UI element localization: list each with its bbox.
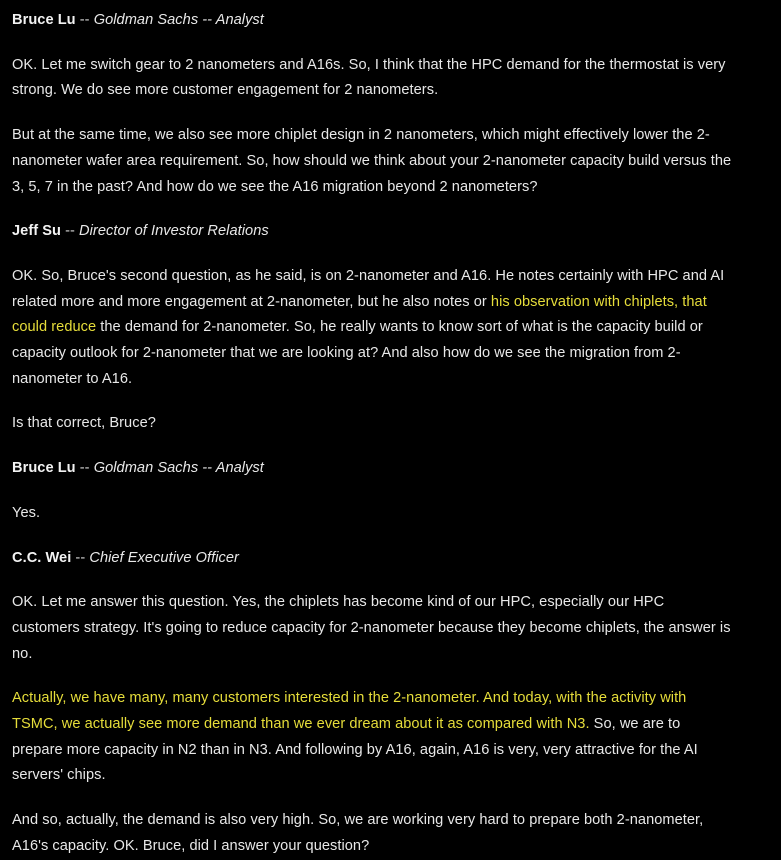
speaker-line: [12, 546, 769, 572]
speaker-title: Goldman Sachs -- Analyst: [93, 12, 264, 28]
text-segment: OK. So, Bruce's second question, as he said, is on 2-nanometer and A16. He notes certainly with HPC and AI related more and more engagement at 2-nanometer, but he also notes or: [12, 267, 725, 310]
paragraph: [12, 808, 732, 859]
paragraph: [12, 686, 732, 789]
paragraph: [12, 411, 732, 437]
text-segment: Is that correct, Bruce?: [12, 415, 156, 432]
text-segment: So, we are to prepare more capacity in N2 than in N3. And following by A16, again, A16 is very, very attractive for the AI servers' chips.: [12, 716, 698, 784]
speaker-separator: --: [71, 549, 90, 566]
text-segment: And so, actually, the demand is also very high. So, we are working very hard to prepare both 2-nanometer, A16's capacity. OK. Bruce, did I answer your question?: [12, 812, 704, 854]
highlighted-text: Actually, we have many, many customers interested in the 2-nanometer. And today, with the activity with TSMC, we actually see more demand than we ever dream about it as compared with N3.: [12, 690, 687, 733]
paragraph: [12, 264, 732, 393]
speaker-title: Chief Executive Officer: [89, 549, 239, 566]
text-segment: Yes.: [12, 504, 41, 521]
speaker-separator: --: [75, 460, 94, 477]
paragraph: [12, 590, 732, 667]
paragraph: [12, 123, 732, 200]
text-segment: the demand for 2-nanometer.: [100, 319, 294, 336]
speaker-separator: --: [75, 12, 94, 28]
speaker-name: C.C. Wei: [12, 549, 72, 566]
speaker-separator: --: [61, 223, 80, 240]
text-segment: So, he really wants to know sort of what is the capacity build or capacity outlook for 2-nanometer that we are looking at? And also how do we see the migration from 2-nanometer to A16.: [12, 319, 703, 387]
speaker-title: Goldman Sachs -- Analyst: [93, 460, 264, 477]
speaker-name: Bruce Lu: [12, 460, 76, 477]
speaker-title: Director of Investor Relations: [79, 223, 269, 240]
speaker-name: Bruce Lu: [12, 12, 76, 28]
text-segment: OK. Let me switch gear to 2 nanometers and A16s. So, I think that the HPC demand for the thermostat is very strong. We do see more customer engagement for 2 nanometers.: [12, 56, 726, 99]
speaker-name: Jeff Su: [12, 223, 62, 240]
paragraph: [12, 501, 732, 527]
speaker-line: [12, 219, 769, 245]
speaker-line: [12, 8, 769, 34]
text-segment: OK. Let me answer this question. Yes, the chiplets has become kind of our HPC, especially our HPC customers strategy. It's going to reduce capacity for 2-nanometer because they become chiplets, the answer is no.: [12, 594, 731, 662]
highlighted-text: his observation with chiplets, that could reduce: [12, 293, 707, 336]
text-segment: But at the same time, we also see more chiplet design in 2 nanometers, which might effectively lower the 2-nanometer wafer area requirement. So, how should we think about your 2-nanometer capacity build versus the 3, 5, 7 in the past? And how do we see the A16 migration beyond 2 nanometers?: [12, 127, 732, 195]
speaker-line: [12, 456, 769, 482]
paragraph: [12, 53, 732, 104]
